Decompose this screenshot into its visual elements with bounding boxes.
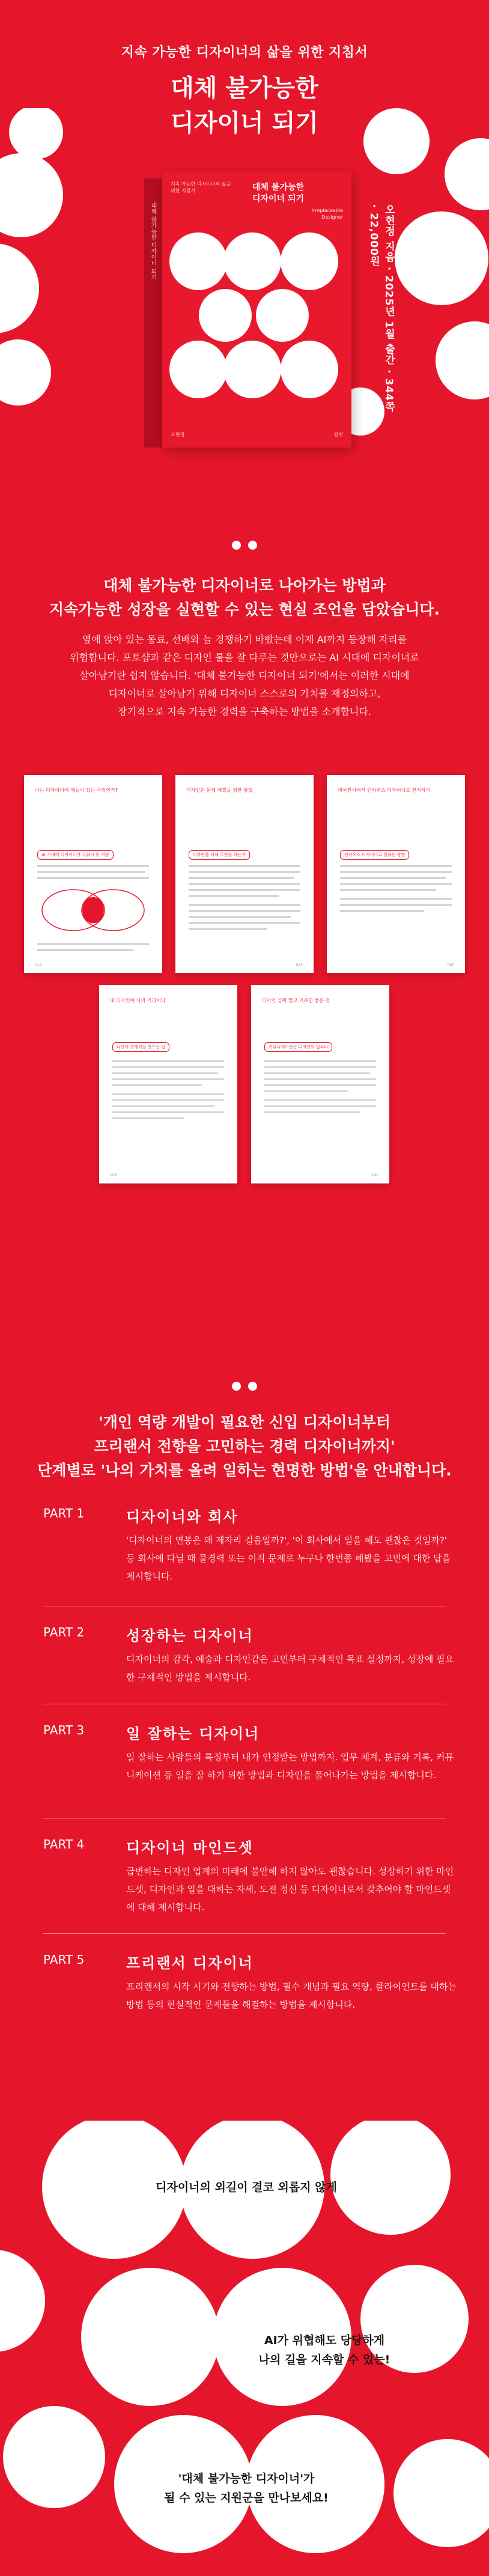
outro-line: '대체 불가능한 디자이너'가: [178, 2472, 315, 2485]
announce-line: 프리랜서 전향을 고민하는 경력 디자이너까지': [94, 1438, 395, 1455]
section-dots: [0, 541, 489, 552]
part-description: 급변하는 디자인 업계의 미래에 불안해 하지 않아도 괜찮습니다. 성장하기 위한 마인드셋, 디자인과 일을 대하는 자세, 도전 정신 등 디자이너로서 갖추어야 할 마인드셋에 대해 제시합니다.: [126, 1866, 454, 1913]
part-title: 프리랜서 디자이너: [126, 1955, 254, 1972]
intro-body-line: 위협합니다. 포토샵과 같은 디자인 툴을 잘 다루는 것만으로는 AI 시대에 디자이너로: [70, 652, 419, 663]
outro-text-3: [126, 2469, 366, 2508]
intro-body-line: 디자이너로 살아남기 위해 디자이너 스스로의 가치를 재정의하고,: [108, 688, 381, 699]
part-item: [43, 1723, 458, 1801]
page-preview-subheading: 커뮤니케이션은 디자인의 일부다: [264, 1042, 332, 1052]
part-description: 프리랜서의 시작 시기와 전향하는 방법, 필수 개념과 필요 역량, 클라이언트를 대하는 방법 등의 현실적인 문제들을 해결하는 방법을 제시합니다.: [126, 1981, 457, 2010]
intro-body-line: 장기적으로 지속 가능한 경력을 구축하는 방법을 소개합니다.: [117, 706, 371, 717]
page-preview: 디자인은 문제 해결을 위한 방법 디자인을 위해 무엇을 하는가 023: [175, 775, 314, 973]
dot-icon: [232, 541, 241, 550]
hero-title-line1: 대체 불가능한: [171, 74, 318, 102]
page-preview-heading: 내 디자인이 나의 커리어다: [110, 998, 166, 1003]
part-title: 성장하는 디자이너: [126, 1627, 254, 1644]
outro-line: 디자이너의 외길이 결코 외롭지 않게: [156, 2181, 337, 2194]
part-description: 디자이너의 감각, 예술과 디자인같은 고민부터 구체적인 목표 설정까지, 성장에 필요한 구체적인 방법을 제시합니다.: [126, 1654, 454, 1683]
part-number: PART 4: [43, 1837, 85, 1852]
hero-tagline: 지속 가능한 디자이너의 삶을 위한 지침서: [121, 45, 368, 60]
hero-title-line2: 디자이너 되기: [171, 109, 318, 137]
intro-headline: [0, 574, 489, 622]
book-cover-author: 오현정: [171, 432, 185, 437]
book-cover-title: 대체 불가능한 디자이너 되기: [252, 183, 305, 204]
part-title: 일 잘하는 디자이너: [126, 1725, 260, 1742]
book-cover-en-title: Irreplaceable Designer: [311, 208, 343, 220]
announce-line: '개인 역량 개발이 필요한 신입 디자이너부터: [99, 1414, 390, 1431]
intro-body-line: 옆에 앉아 있는 동료, 선배와 늘 경쟁하기 바빴는데 이제 AI까지 등장해 자리를: [82, 634, 407, 645]
page-preview-subheading: 디자인을 위해 무엇을 하는가: [189, 850, 250, 860]
book-cover: [162, 171, 351, 448]
part-item: [43, 1837, 458, 1915]
part-title: 디자이너와 회사: [126, 1508, 238, 1525]
dot-icon: [248, 541, 257, 550]
announce-line: 단계별로 '나의 가치를 올려 일하는 현명한 방법'을 안내합니다.: [37, 1462, 452, 1479]
book-meta: 오현정 지음 · 2025년 1월 출간 · 344쪽 · 22,000원: [368, 204, 395, 412]
part-description: 일 잘하는 사람들의 특징부터 내가 인정받는 방법까지. 업무 체계, 분류와 기록, 커뮤니케이션 등 일을 잘 하기 위한 방법과 디자인을 풀어나가는 방법을 제시합니다.: [126, 1752, 454, 1781]
page-preview-heading: 에이전시에서 인하우스 디자이너로 전직하기: [338, 788, 431, 793]
outro-line: 나의 길을 지속할 수 있는!: [258, 2353, 390, 2366]
page-preview: 디자인 실력 말고 기르면 좋은 것 커뮤니케이션은 디자인의 일부다 191: [251, 985, 389, 1183]
part-number: PART 1: [43, 1506, 85, 1520]
divider: [43, 1933, 446, 1934]
page-preview-subheading: AI 시대에 디자이너가 갖춰야 할 역량: [37, 850, 114, 860]
part-number: PART 2: [43, 1625, 85, 1639]
intro-headline-line2: 지속가능한 성장을 실현할 수 있는 현실 조언을 담았습니다.: [49, 601, 440, 618]
page-preview-heading: 디자인은 문제 해결을 위한 방법: [186, 788, 253, 793]
section-dots: [0, 1382, 489, 1393]
part-number: PART 3: [43, 1723, 85, 1737]
outro-line: AI가 위협해도 당당하게: [264, 2334, 385, 2347]
page-preview-heading: 디자인 실력 말고 기르면 좋은 것: [262, 998, 330, 1003]
intro-headline-line1: 대체 불가능한 디자이너로 나아가는 방법과: [103, 577, 386, 594]
page-preview-diagram: [37, 886, 149, 934]
part-number: PART 5: [43, 1952, 85, 1967]
book-image: [144, 171, 351, 448]
part-item: [43, 1952, 458, 2031]
page-preview-heading: 나는 디자이너에 재능이 있는 사람인가?: [35, 788, 118, 793]
part-item: [43, 1506, 458, 1584]
dot-icon: [232, 1382, 241, 1391]
book-spine: [144, 178, 162, 448]
dot-icon: [248, 1382, 257, 1391]
book-cover-subtitle: 지속 가능한 디자이너의 삶을 위한 지침서: [171, 181, 231, 193]
page-preview: 에이전시에서 인하우스 디자이너로 전직하기 인하우스 디자이너로 일하는 방법 067: [327, 775, 465, 973]
intro-body-line: 살아남기란 쉽지 않습니다. '대체 불가능한 디자이너 되기'에서는 이러한 시대에: [79, 670, 410, 681]
part-item: [43, 1625, 458, 1685]
outro-text-2: [228, 2331, 421, 2369]
part-description: '디자이너의 연봉은 왜 제자리 걸음일까?', '이 회사에서 일을 해도 괜찮은 것일까?' 등 회사에 다닐 때 물경력 또는 이직 문제로 누구나 한번쯤 해봤을 고민에 대한 답을 제시합니다.: [126, 1535, 451, 1582]
page-preview-subheading: 나만의 경쟁력을 만드는 법: [112, 1042, 169, 1052]
part-title: 디자이너 마인드셋: [126, 1839, 254, 1856]
book-cover-publisher: 길벗: [333, 432, 343, 437]
announce-headline: [0, 1411, 489, 1483]
outro-line: 될 수 있는 지원군을 만나보세요!: [164, 2491, 329, 2505]
page-preview: 나는 디자이너에 재능이 있는 사람인가? AI 시대에 디자이너가 갖춰야 할 역량 012: [24, 775, 162, 973]
page-preview-subheading: 인하우스 디자이너로 일하는 방법: [340, 850, 409, 860]
page-preview: 내 디자인이 나의 커리어다 나만의 경쟁력을 만드는 법 106: [99, 985, 237, 1183]
intro-body: [60, 631, 429, 721]
outro-text-1: [132, 2178, 360, 2197]
book-spine-text: 대체 불가능한 디자이너 되기: [150, 202, 156, 281]
